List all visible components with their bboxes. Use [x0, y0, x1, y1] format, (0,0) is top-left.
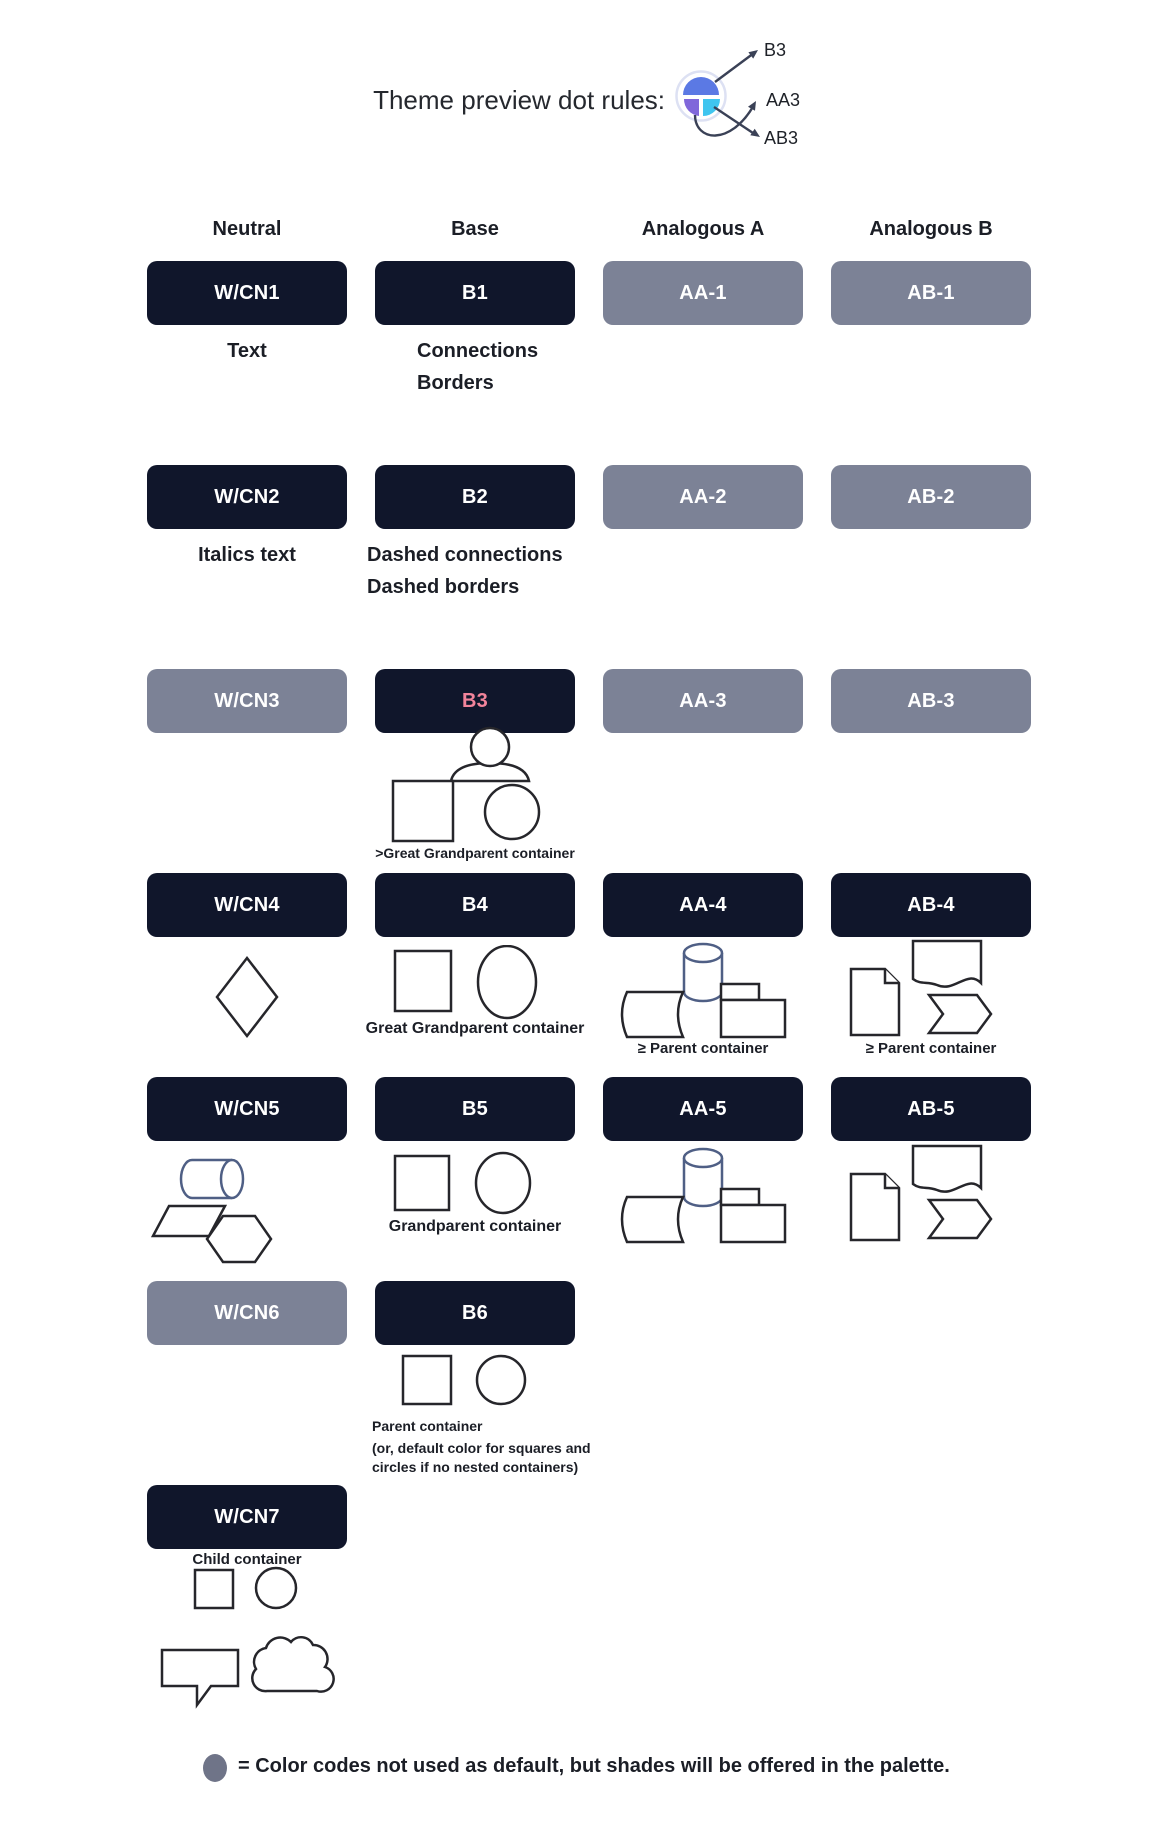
swatch-wcn7: W/CN7 — [147, 1485, 347, 1549]
swatch-b1: B1 — [375, 261, 575, 325]
square-icon — [395, 951, 451, 1011]
dot-label-aa3: AA3 — [766, 90, 801, 110]
caption-ab-parent: ≥ Parent container — [865, 1040, 997, 1057]
swatch-aa1: AA-1 — [603, 261, 803, 325]
note-dashed-connections: Dashed connections — [367, 544, 563, 566]
swatch-b3: B3 — [375, 669, 575, 733]
ab4-shape-cluster — [831, 935, 1031, 1040]
dot-label-ab3: AB3 — [764, 128, 799, 148]
stored-data-icon — [622, 992, 683, 1037]
column-header-base: Base — [451, 218, 499, 240]
footnote-color-dot — [203, 1754, 227, 1782]
swatch-ab5: AB-5 — [831, 1077, 1031, 1141]
aa5-shape-cluster — [603, 1145, 803, 1245]
stored-data-icon — [622, 1197, 683, 1242]
aa4-shape-cluster — [603, 940, 803, 1040]
circle-icon — [477, 1356, 525, 1404]
square-icon — [195, 1570, 233, 1608]
b6-shape-cluster — [375, 1352, 575, 1410]
note-connections: Connections — [417, 340, 539, 362]
wavy-document-icon — [913, 941, 981, 987]
tabbed-rect-icon — [721, 1000, 785, 1037]
tabbed-rect-icon — [721, 1205, 785, 1242]
swatch-aa2: AA-2 — [603, 465, 803, 529]
column-header-analogous-b: Analogous B — [869, 218, 993, 240]
wavy-document-icon — [913, 1146, 981, 1192]
caption-parent-line3: circles if no nested containers) — [372, 1459, 579, 1475]
horizontal-cylinder-cap-icon — [221, 1160, 243, 1198]
note-text: Text — [227, 340, 267, 362]
note-borders: Borders — [417, 372, 494, 394]
circle-icon — [485, 785, 539, 839]
swatch-wcn6: W/CN6 — [147, 1281, 347, 1345]
person-head-icon — [471, 728, 509, 766]
swatch-aa5: AA-5 — [603, 1077, 803, 1141]
cylinder-top-icon — [684, 944, 722, 962]
caption-child-container: Child container — [192, 1551, 302, 1568]
note-dashed-borders: Dashed borders — [367, 576, 520, 598]
chevron-banner-icon — [929, 995, 991, 1033]
footnote-text: = Color codes not used as default, but shades will be offered in the palette. — [238, 1755, 950, 1777]
arrow-to-b3 — [715, 53, 754, 82]
note-italics-text: Italics text — [198, 544, 296, 566]
tab-icon — [721, 1189, 759, 1205]
swatch-b5: B5 — [375, 1077, 575, 1141]
ellipse-icon — [476, 1153, 530, 1213]
dot-label-b3: B3 — [764, 40, 787, 60]
ab5-shape-cluster — [831, 1140, 1031, 1245]
swatch-ab3: AB-3 — [831, 669, 1031, 733]
swatch-wcn1: W/CN1 — [147, 261, 347, 325]
swatch-wcn2: W/CN2 — [147, 465, 347, 529]
b4-shape-cluster — [375, 945, 575, 1025]
square-icon — [403, 1356, 451, 1404]
swatch-ab1: AB-1 — [831, 261, 1031, 325]
column-header-analogous-a: Analogous A — [641, 218, 765, 240]
chevron-banner-icon — [929, 1200, 991, 1238]
square-icon — [393, 781, 453, 841]
swatch-wcn3: W/CN3 — [147, 669, 347, 733]
swatch-aa4: AA-4 — [603, 873, 803, 937]
ellipse-icon — [478, 946, 536, 1018]
caption-grandparent: Grandparent container — [388, 1218, 562, 1235]
swatch-ab2: AB-2 — [831, 465, 1031, 529]
b5-shape-cluster — [375, 1150, 575, 1228]
swatch-ab4: AB-4 — [831, 873, 1031, 937]
swatch-aa3: AA-3 — [603, 669, 803, 733]
swatch-b6: B6 — [375, 1281, 575, 1345]
caption-parent-line2: (or, default color for squares and — [372, 1440, 591, 1456]
document-fold-icon — [885, 1174, 899, 1188]
column-header-neutral: Neutral — [212, 218, 282, 240]
square-icon — [395, 1156, 449, 1210]
caption-aa-parent: ≥ Parent container — [637, 1040, 769, 1057]
cylinder-top-icon — [684, 1149, 722, 1167]
wcn5-shape-cluster — [147, 1148, 347, 1266]
swatch-wcn4: W/CN4 — [147, 873, 347, 937]
swatch-b4: B4 — [375, 873, 575, 937]
wcn4-shape-cluster — [147, 950, 347, 1045]
b3-shape-cluster — [375, 723, 575, 848]
caption-parent-line1: Parent container — [372, 1418, 483, 1434]
swatch-b2: B2 — [375, 465, 575, 529]
cloud-icon — [252, 1637, 333, 1691]
caption-great-grandparent-gt: >Great Grandparent container — [375, 845, 575, 861]
caption-great-grandparent: Great Grandparent container — [365, 1020, 585, 1037]
swatch-wcn5: W/CN5 — [147, 1077, 347, 1141]
diamond-icon — [217, 958, 277, 1036]
tab-icon — [721, 984, 759, 1000]
circle-icon — [256, 1568, 296, 1608]
document-fold-icon — [885, 969, 899, 983]
page-title: Theme preview dot rules: — [373, 85, 665, 115]
speech-bubble-icon — [162, 1650, 238, 1705]
theme-preview-dot-diagram — [640, 25, 830, 170]
wcn7-shape-cluster — [147, 1566, 347, 1718]
